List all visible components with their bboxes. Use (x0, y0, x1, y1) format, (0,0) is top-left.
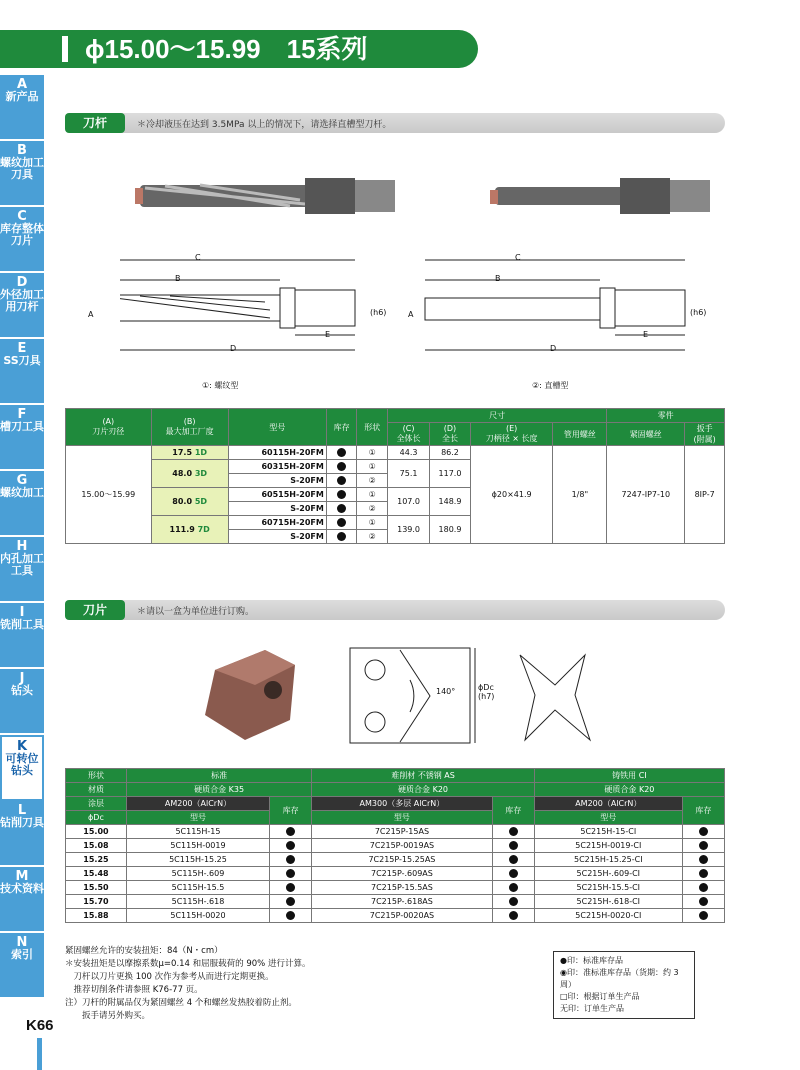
dim-d-label: D (230, 344, 237, 353)
sidebar-tab-j[interactable]: J 钻头 (0, 669, 44, 735)
dim-e-label: E (325, 330, 331, 339)
sidebar-tab-g[interactable]: G 螺纹加工 (0, 471, 44, 537)
holder-row: S-20FM ② (66, 474, 725, 488)
page-number: K66 (26, 1017, 54, 1034)
dim-a-label: A (88, 310, 94, 319)
sidebar-tab-h[interactable]: H 内孔加工工具 (0, 537, 44, 603)
insert-row: 15.08 5C115H-0019 7C215P-0019AS 5C215H-0019-CI (66, 839, 725, 853)
insert-section-note: ＊请以一盒为单位进行订购。 (137, 607, 255, 617)
sidebar-tab-m[interactable]: M 技术资料 (0, 867, 44, 933)
page-title: ϕ15.00～15.99 15系列 (0, 30, 478, 68)
insert-row: 15.50 5C115H-15.5 7C215P-15.5AS 5C215H-15.5-CI (66, 881, 725, 895)
angle-label: 140° (436, 687, 456, 696)
dim-c-label-2: C (515, 253, 521, 262)
holder-row: 80.0 5D 60515H-20FM ① 107.0 148.9 (66, 488, 725, 502)
insert-section-bar (65, 600, 725, 620)
sidebar-index (0, 75, 44, 999)
dim-h6-label: (h6) (370, 308, 387, 317)
insert-row: 15.00 5C115H-15 7C215P-15AS 5C215H-15-CI (66, 825, 725, 839)
dim-a-label-2: A (408, 310, 414, 319)
dim-d-label-2: D (550, 344, 557, 353)
helical-caption: ①: 螺纹型 (202, 381, 239, 390)
helical-drill-drawing (120, 260, 355, 350)
holder-drawings (120, 170, 720, 390)
insert-row: 15.70 5C115H-.618 7C215P-.618AS 5C215H-.618-CI (66, 895, 725, 909)
straight-drill-photo (490, 178, 710, 214)
insert-drawings (195, 640, 615, 755)
insert-row: 15.25 5C115H-15.25 7C215P-15.25AS 5C215H-15.25-CI (66, 853, 725, 867)
insert-row: 15.48 5C115H-.609 7C215P-.609AS 5C215H-.609-CI (66, 867, 725, 881)
sidebar-tab-i[interactable]: I 铣削工具 (0, 603, 44, 669)
dim-h6-label-2: (h6) (690, 308, 707, 317)
sidebar-tab-f[interactable]: F 槽刀工具 (0, 405, 44, 471)
dim-e-label-2: E (643, 330, 649, 339)
sidebar-tab-a[interactable]: A 新产品 (0, 75, 44, 141)
page-marker-bar (37, 1038, 42, 1070)
holder-section-label: 刀杆 (65, 113, 125, 133)
sidebar-tab-c[interactable]: C 库存整体刀片 (0, 207, 44, 273)
dim-b-label-2: B (495, 274, 501, 283)
insert-photo (205, 650, 295, 740)
sidebar-tab-d[interactable]: D 外径加工用刀杆 (0, 273, 44, 339)
holder-row: 48.0 3D 60315H-20FM ① 75.1 117.0 (66, 460, 725, 474)
holder-table: (A) 刀片刃径 (B) 最大加工厂度 型号 库存 形状 尺寸 零件 (C) 全体长 (D) 全长 (E) 刀柄径 × 长度 管用螺丝 紧固螺丝 扳手 (附属) 15.00～15.99 17.5 1D 60115H-20FM ① 44.3 86.2 ϕ20×41.9 1/8" 7247-IP7-10 8IP-7 48.0 3D 60315H-20FM ① 75.1 117.0 S-20FM ② 80.0 5D 60515H-20FM ① 107.0 148.9 S-20FM ② 111.9 7D 60715H-20FM ① 139.0 180.9 S-20FM ② (65, 408, 725, 544)
stock-legend: ●印：标准库存品 ◉印：准标准库存品（货期：约 3 周） □印：根据订单生产品 无印：订单生产品 (553, 951, 695, 1019)
holder-section-note: ＊冷却液压在达到 3.5MPa 以上的情况下，请选择直槽型刀杆。 (137, 120, 392, 130)
insert-side-view (520, 655, 590, 740)
dc-label: ϕDc (h7) (478, 683, 495, 701)
sidebar-tab-e[interactable]: E SS刀具 (0, 339, 44, 405)
insert-table: 形状 标准 难削材 不锈钢 AS 铸铁用 CI 材质 硬质合金 K35 硬质合金 K20 硬质合金 K20 涂层 AM200（AlCrN） 库存 AM300（多层 AlCrN） 库存 AM200（AlCrN） 库存 ϕDc 型号 型号 型号 15.00 5C115H-15 7C215P-15AS 5C215H-15-CI 15.08 5C115H-0019 7C215P-0019AS 5C215H-0019-CI 15.25 5C115H-15.25 7C215P-15.25AS 5C215H-15.25-CI 15.48 5C115H-.609 7C215P-.609AS 5C215H-.609-CI 15.50 5C115H-15.5 7C215P-15.5AS 5C215H-15.5-CI 15.70 5C115H-.618 7C215P-.618AS 5C215H-.618-CI 15.88 5C115H-0020 7C215P-0020AS 5C215H-0020-CI (65, 768, 725, 923)
sidebar-tab-b[interactable]: B 螺纹加工刀具 (0, 141, 44, 207)
dim-c-label: C (195, 253, 201, 262)
col-a: (A) 刀片刃径 (66, 409, 152, 446)
insert-row: 15.88 5C115H-0020 7C215P-0020AS 5C215H-0020-CI (66, 909, 725, 923)
holder-row: 111.9 7D 60715H-20FM ① 139.0 180.9 (66, 516, 725, 530)
insert-top-view (350, 648, 475, 743)
holder-row: 15.00～15.99 17.5 1D 60115H-20FM ① 44.3 86.2 ϕ20×41.9 1/8" 7247-IP7-10 8IP-7 (66, 446, 725, 460)
helical-drill-photo (135, 178, 395, 214)
straight-caption: ②: 直槽型 (532, 381, 569, 390)
footnotes: 紧固螺丝允许的安装扭矩：84（N・cm） ＊安装扭矩是以摩擦系数μ=0.14 和屈服载荷的 90% 进行计算。 刀杆以刀片更换 100 次作为参考从而进行定期更换。 推荐切削条件请参照 K76-77 页。 注）刀杆的附属品仅为紧固螺丝 4 个和螺丝发热胶着防止剂。 扳手请另外购买。 (65, 946, 311, 1021)
holder-section-bar (65, 113, 725, 133)
holder-row: S-20FM ② (66, 502, 725, 516)
dim-b-label: B (175, 274, 181, 283)
sidebar-tab-l[interactable]: L 钻削刀具 (0, 801, 44, 867)
sidebar-tab-k[interactable]: K 可转位钻头 (0, 735, 44, 801)
sidebar-tab-n[interactable]: N 索引 (0, 933, 44, 999)
insert-section-label: 刀片 (65, 600, 125, 620)
holder-row: S-20FM ② (66, 530, 725, 544)
